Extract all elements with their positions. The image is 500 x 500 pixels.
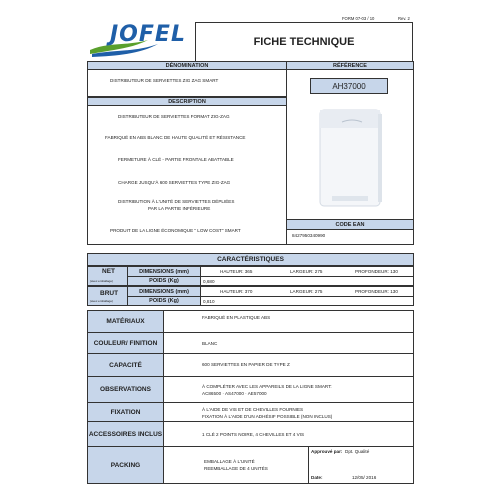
observations-label: OBSERVATIONS bbox=[100, 386, 151, 393]
description-line: PAR LA PARTIE INFÉRIEURE bbox=[148, 206, 211, 211]
net-weight-label: POIDS (Kg) bbox=[149, 278, 179, 284]
date-value: 12/05/ 2016 bbox=[352, 475, 377, 480]
net-weight-label-cell bbox=[127, 276, 201, 286]
observations-label-cell bbox=[87, 376, 164, 403]
denomination-label: DÉNOMINATION bbox=[165, 62, 209, 69]
net-width: LARGEUR: 275 bbox=[290, 269, 323, 274]
page-title: FICHE TECHNIQUE bbox=[253, 36, 355, 48]
accessoires-value: 1 CLÉ 2 POINTS NOIRE, 4 CHEVILLES ET 4 VIS bbox=[202, 432, 305, 437]
couleur-value-cell bbox=[163, 332, 414, 354]
net-height: HAUTEUR: 365 bbox=[220, 269, 253, 274]
revision: Rev. 2 bbox=[398, 16, 410, 21]
brut-weight-label: POIDS (Kg) bbox=[149, 298, 179, 304]
brut-dimensions-label: DIMENSIONS (mm) bbox=[139, 288, 189, 295]
reference-label: RÉFÉRENCE bbox=[333, 62, 367, 69]
observations-value-cell bbox=[163, 376, 414, 403]
description-line: DISTRIBUTEUR DE SERVIETTES FORMAT ZIG-ZAG bbox=[118, 114, 230, 119]
title-box bbox=[195, 22, 413, 62]
net-dimensions-label: DIMENSIONS (mm) bbox=[139, 268, 189, 275]
fixation-label: FIXATION bbox=[110, 408, 141, 416]
materiaux-label-cell bbox=[87, 310, 164, 333]
fixation-value-2: FIXATION À L'AIDE D'UN ADHÉSIF POSSIBLE (NON INCLUS) bbox=[202, 414, 333, 419]
net-sublabel: (avec emballage) bbox=[90, 279, 114, 283]
date-label: Date: bbox=[311, 475, 323, 480]
observations-value-2: AC86500 · AS47000 · AE57000 bbox=[202, 391, 267, 396]
reference-value: AH37000 bbox=[332, 81, 366, 91]
materiaux-value: FABRIQUÉ EN PLASTIQUE ABS bbox=[202, 315, 271, 320]
fixation-value-cell bbox=[163, 402, 414, 422]
net-depth: PROFONDEUR: 130 bbox=[355, 269, 398, 274]
product-image bbox=[292, 104, 408, 212]
capacite-value-cell bbox=[163, 353, 414, 377]
materiaux-value-cell bbox=[163, 310, 414, 333]
reference-value-box bbox=[310, 78, 388, 94]
packing-label-cell bbox=[87, 446, 164, 484]
packing-value-1: EMBALLAGE À L'UNITÉ bbox=[204, 459, 255, 464]
reference-header bbox=[286, 61, 414, 70]
observations-value-1: À COMPLÉTER AVEC LES APPAREILS DE LA LIGNE SMART: bbox=[202, 384, 332, 389]
brut-sublabel: (avec emballage) bbox=[90, 299, 114, 303]
description-line: CHARGE JUSQU'À 600 SERVIETTES TYPE ZIG-ZAG bbox=[118, 180, 231, 185]
ean-value: 8427950340990 bbox=[292, 233, 326, 238]
description-label: DESCRIPTION bbox=[168, 98, 206, 105]
fixation-value-1: À L'AIDE DE VIS ET DE CHEVILLES FOURNIES bbox=[202, 407, 304, 412]
denomination-value: DISTRIBUTEUR DE SERVIETTES ZIG ZAG SMART bbox=[110, 78, 219, 83]
brut-label: BRUT bbox=[100, 290, 119, 297]
description-line: PRODUIT DE LA LIGNE ÉCONOMIQUE " LOW COST" SMART bbox=[110, 228, 241, 233]
packing-value-cell bbox=[163, 446, 309, 484]
accessoires-value-cell bbox=[163, 421, 414, 447]
fixation-label-cell bbox=[87, 402, 164, 422]
brut-weight-label-cell bbox=[127, 296, 201, 306]
packing-value-2: REEMBALLAGE DE 4 UNITÉS bbox=[204, 466, 268, 471]
description-line: DISTRIBUTION À L'UNITÉ DE SERVIETTES DÉPLIÉES bbox=[118, 199, 235, 204]
materiaux-label: MATÉRIAUX bbox=[106, 318, 145, 325]
code-ean-label: CODE EAN bbox=[335, 221, 365, 228]
net-label: NET bbox=[102, 268, 115, 275]
description-box bbox=[87, 105, 287, 245]
approved-label: Approuvé par: bbox=[311, 449, 343, 454]
jofel-logo bbox=[88, 20, 188, 60]
net-weight-box bbox=[200, 276, 414, 286]
logo-text: JOFEL bbox=[110, 22, 186, 47]
description-line: FABRIQUÉ EN ABS BLANC DE HAUTE QUALITÉ ET RÉSISTANCE bbox=[105, 135, 246, 140]
form-code: FORM 07-03 / 10 bbox=[342, 16, 375, 21]
brut-weight-box bbox=[200, 296, 414, 306]
accessoires-label-cell bbox=[87, 421, 164, 447]
packing-label: PACKING bbox=[110, 461, 141, 469]
couleur-label: COULEUR/ FINITION bbox=[93, 339, 158, 347]
brut-depth: PROFONDEUR: 130 bbox=[355, 289, 398, 294]
caracteristiques-label: CARACTÉRISTIQUES bbox=[217, 256, 284, 263]
denomination-value-box bbox=[87, 69, 287, 97]
net-weight: 0,680 bbox=[203, 279, 215, 284]
description-line: FERMETURE À CLÉ - PARTIE FRONTALE ABATTABLE bbox=[118, 157, 234, 162]
capacite-label-cell bbox=[87, 353, 164, 377]
capacite-value: 600 SERVIETTES EN PAPIER DE TYPE Z bbox=[202, 362, 290, 367]
couleur-value: BLANC bbox=[202, 341, 218, 346]
couleur-label-cell bbox=[87, 332, 164, 354]
brut-height: HAUTEUR: 370 bbox=[220, 289, 253, 294]
brut-weight: 0,810 bbox=[203, 299, 215, 304]
capacite-label: CAPACITÉ bbox=[109, 361, 142, 369]
dispenser-illustration-icon bbox=[292, 104, 408, 212]
accessoires-label: ACCESSOIRES INCLUS bbox=[88, 430, 163, 438]
brut-width: LARGEUR: 275 bbox=[290, 289, 323, 294]
approved-value: Dpt. Qualité bbox=[345, 449, 370, 454]
caracteristiques-header bbox=[87, 253, 414, 266]
